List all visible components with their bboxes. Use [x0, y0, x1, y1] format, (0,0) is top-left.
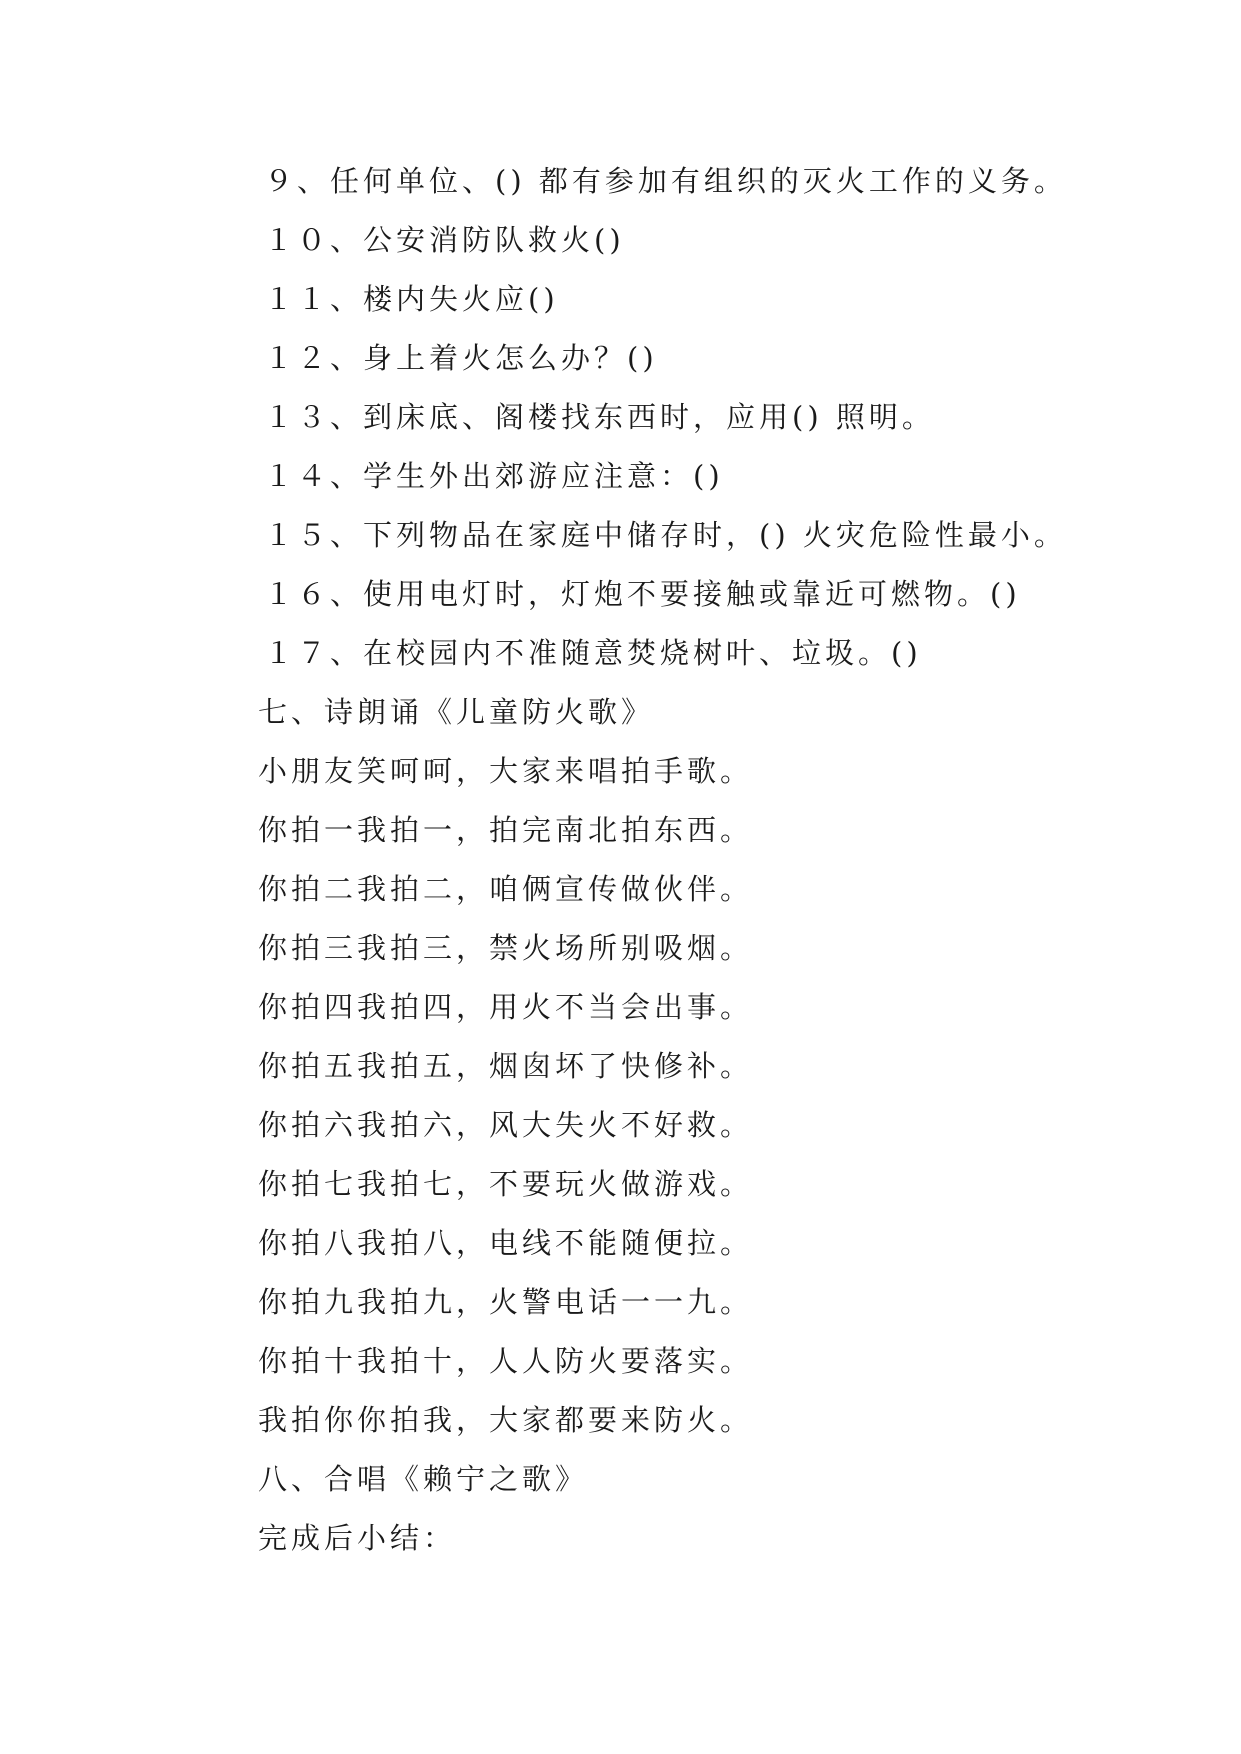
poem-line: 你拍七我拍七，不要玩火做游戏。	[258, 1167, 754, 1201]
section-8-heading: 八、合唱《赖宁之歌》	[258, 1462, 589, 1496]
question-13: １３、到床底、阁楼找东西时，应用() 照明。	[264, 400, 935, 434]
poem-line: 我拍你你拍我，大家都要来防火。	[258, 1403, 754, 1437]
poem-line: 小朋友笑呵呵，大家来唱拍手歌。	[258, 754, 754, 788]
poem-line: 你拍三我拍三，禁火场所别吸烟。	[258, 931, 754, 965]
poem-line: 你拍二我拍二，咱俩宣传做伙伴。	[258, 872, 754, 906]
summary-label: 完成后小结：	[258, 1521, 457, 1555]
question-17: １７、在校园内不准随意焚烧树叶、垃圾。()	[264, 636, 922, 670]
question-15: １５、下列物品在家庭中储存时，() 火灾危险性最小。	[264, 518, 1067, 552]
poem-line: 你拍四我拍四，用火不当会出事。	[258, 990, 754, 1024]
section-7-heading: 七、诗朗诵《儿童防火歌》	[258, 695, 655, 729]
poem-line: 你拍九我拍九，火警电话一一九。	[258, 1285, 754, 1319]
question-12: １２、身上着火怎么办？()	[264, 341, 658, 375]
question-10: １０、公安消防队救火()	[264, 223, 625, 257]
poem-line: 你拍八我拍八，电线不能随便拉。	[258, 1226, 754, 1260]
question-16: １６、使用电灯时，灯炮不要接触或靠近可燃物。()	[264, 577, 1021, 611]
poem-line: 你拍一我拍一，拍完南北拍东西。	[258, 813, 754, 847]
poem-line: 你拍六我拍六，风大失火不好救。	[258, 1108, 754, 1142]
document-body	[258, 161, 1218, 1577]
poem-line: 你拍五我拍五，烟囱坏了快修补。	[258, 1049, 754, 1083]
question-11: １１、楼内失火应()	[264, 282, 559, 316]
question-14: １４、学生外出郊游应注意：()	[264, 459, 724, 493]
question-9: ９、任何单位、() 都有参加有组织的灭火工作的义务。	[264, 164, 1067, 198]
poem-line: 你拍十我拍十，人人防火要落实。	[258, 1344, 754, 1378]
